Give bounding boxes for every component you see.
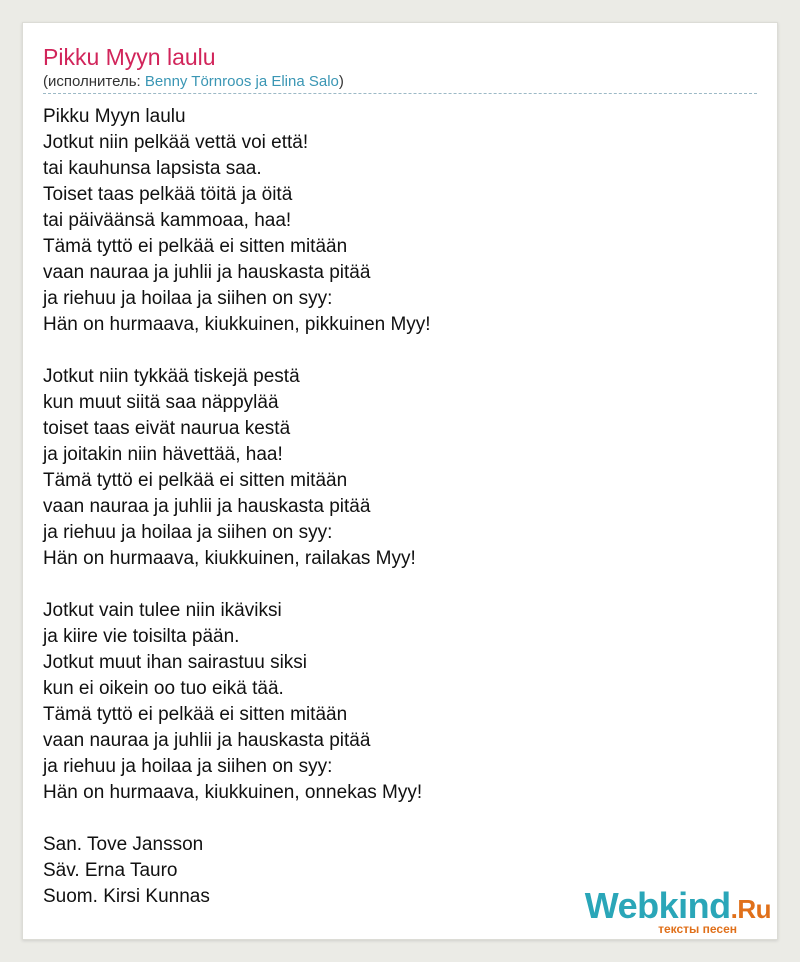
song-title: Pikku Myyn laulu — [43, 44, 216, 70]
lyric-line: Tämä tyttö ei pelkää ei sitten mitään — [43, 470, 348, 491]
title-divider — [43, 93, 757, 94]
lyric-line: San. Tove Jansson — [43, 834, 204, 855]
lyric-line: vaan nauraa ja juhlii ja hauskasta pitää — [43, 730, 371, 751]
logo-name: Webkind — [584, 885, 731, 926]
lyric-line: Toiset taas pelkää töitä ja öitä — [43, 184, 293, 205]
lyric-line: Hän on hurmaava, kiukkuinen, railakas Myy! — [43, 548, 416, 569]
lyric-line: Tämä tyttö ei pelkää ei sitten mitään — [43, 236, 348, 257]
lyric-line: vaan nauraa ja juhlii ja hauskasta pitää — [43, 262, 371, 283]
lyric-line: tai kauhunsa lapsista saa. — [43, 158, 262, 179]
stanza-break — [43, 572, 431, 598]
artist-prefix: (исполнитель: — [43, 73, 145, 90]
lyric-line: tai päiväänsä kammoaa, haa! — [43, 210, 292, 231]
artist-line — [43, 73, 344, 91]
lyric-line: kun ei oikein oo tuo eikä tää. — [43, 678, 284, 699]
lyric-line: ja riehuu ja hoilaa ja siihen on syy: — [43, 288, 333, 309]
lyric-line: Tämä tyttö ei pelkää ei sitten mitään — [43, 704, 348, 725]
lyric-line: ja joitakin niin hävettää, haa! — [43, 444, 283, 465]
lyric-line: Suom. Kirsi Kunnas — [43, 886, 210, 907]
lyric-line: ja kiire vie toisilta pään. — [43, 626, 240, 647]
lyric-line: vaan nauraa ja juhlii ja hauskasta pitää — [43, 496, 371, 517]
lyric-line: Jotkut niin pelkää vettä voi että! — [43, 132, 309, 153]
lyrics-body — [43, 104, 431, 910]
stanza-break — [43, 338, 431, 364]
lyric-line: toiset taas eivät naurua kestä — [43, 418, 291, 439]
stanza-break — [43, 806, 431, 832]
lyric-line: Pikku Myyn laulu — [43, 106, 186, 127]
lyric-line: kun muut siitä saa näppylää — [43, 392, 279, 413]
lyric-line: Jotkut vain tulee niin ikäviksi — [43, 600, 282, 621]
lyric-line: ja riehuu ja hoilaa ja siihen on syy: — [43, 522, 333, 543]
logo-tld: .Ru — [730, 894, 771, 924]
lyric-line: Jotkut niin tykkää tiskejä pestä — [43, 366, 300, 387]
lyric-line: ja riehuu ja hoilaa ja siihen on syy: — [43, 756, 333, 777]
artist-suffix: ) — [338, 73, 344, 90]
lyric-line: Säv. Erna Tauro — [43, 860, 178, 881]
lyrics-card — [22, 22, 778, 940]
lyric-line: Hän on hurmaava, kiukkuinen, pikkuinen Myy! — [43, 314, 431, 335]
logo-tagline: тексты песен — [658, 922, 737, 936]
site-logo[interactable] — [584, 885, 771, 936]
lyric-line: Jotkut muut ihan sairastuu siksi — [43, 652, 308, 673]
artist-link[interactable]: Benny Törnroos ja Elina Salo — [144, 73, 339, 90]
lyric-line: Hän on hurmaava, kiukkuinen, onnekas Myy! — [43, 782, 423, 803]
